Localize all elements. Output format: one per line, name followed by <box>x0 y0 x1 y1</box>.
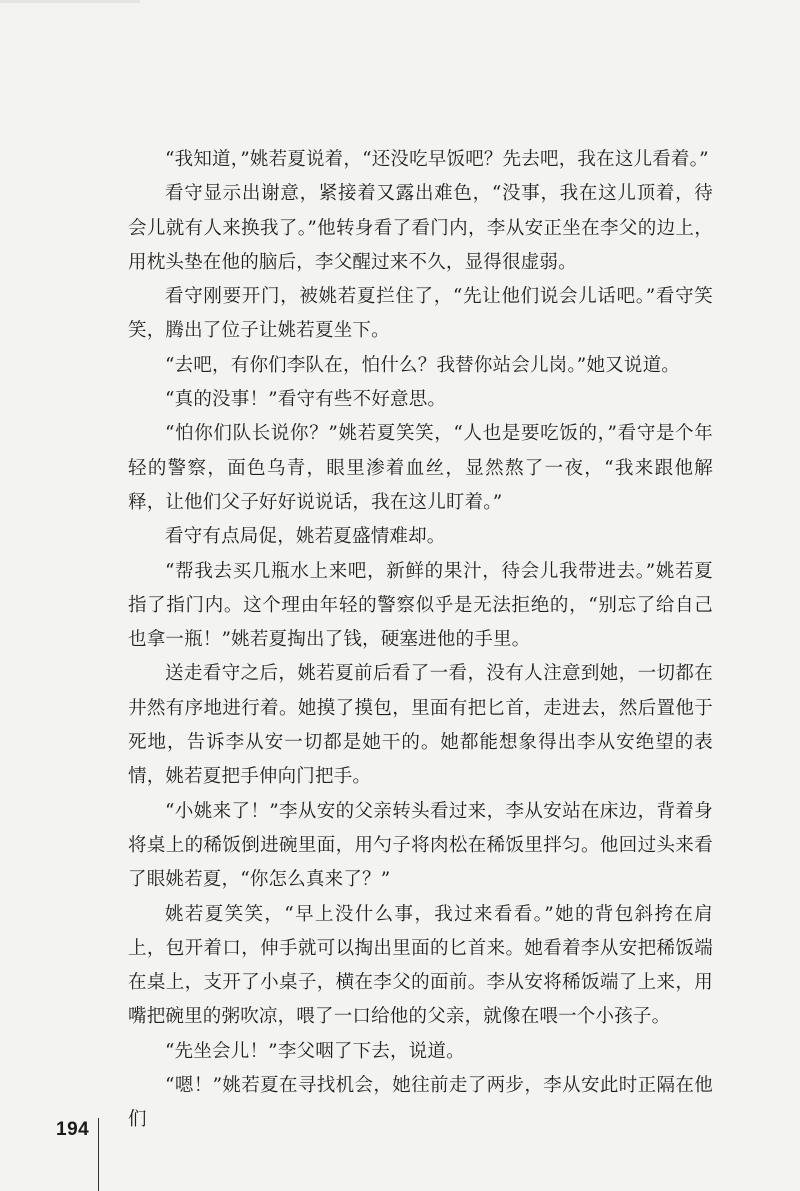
paragraph-3: 看守刚要开门，被姚若夏拦住了，“先让他们说会儿话吧。”看守笑笑，腾出了位子让姚若夏坐下。 <box>128 286 713 342</box>
paragraph-4: “去吧，有你们李队在，怕什么？我替你站会儿岗。”她又说道。 <box>165 354 680 376</box>
body-text <box>128 143 713 1138</box>
scan-edge <box>0 0 140 3</box>
paragraph-13: “嗯！”姚若夏在寻找机会，她往前走了两步，李从安此时正隔在他们 <box>128 1075 713 1131</box>
paragraph-7: 看守有点局促，姚若夏盛情难却。 <box>165 526 446 548</box>
paragraph-6: “怕你们队长说你？”姚若夏笑笑，“人也是要吃饭的，”看守是个年轻的警察，面色乌青，眼里渗着血丝，显然熬了一夜，“我来跟他解释，让他们父子好好说说话，我在这儿盯着。” <box>128 423 713 513</box>
paragraph-11: 姚若夏笑笑，“早上没什么事，我过来看看。”她的背包斜挎在肩上，包开着口，伸手就可以掏出里面的匕首来。她看着李从安把稀饭端在桌上，支开了小桌子，横在李父的面前。李从安将稀饭端了上来，用嘴把碗里的粥吹凉，喂了一口给他的父亲，就像在喂一个小孩子。 <box>128 903 713 1028</box>
page-number-divider <box>98 1118 99 1191</box>
paragraph-8: “帮我去买几瓶水上来吧，新鲜的果汁，待会儿我带进去。”姚若夏指了指门内。这个理由年轻的警察似乎是无法拒绝的，“别忘了给自己也拿一瓶！”姚若夏掏出了钱，硬塞进他的手里。 <box>128 560 713 651</box>
paragraph-2: 看守显示出谢意，紧接着又露出难色，“没事，我在这儿顶着，待会儿就有人来换我了。”他转身看了看门内，李从安正坐在李父的边上，用枕头垫在他的脑后，李父醒过来不久，显得很虚弱。 <box>128 183 713 273</box>
page-number: 194 <box>56 1119 90 1140</box>
paragraph-5: “真的没事！”看守有些不好意思。 <box>165 389 447 411</box>
paragraph-1: “我知道，”姚若夏说着，“还没吃早饭吧？先去吧，我在这儿看着。” <box>165 149 709 170</box>
paragraph-12: “先坐会儿！”李父咽了下去，说道。 <box>165 1040 465 1062</box>
paragraph-10: “小姚来了！”李从安的父亲转头看过来，李从安站在床边，背着身将桌上的稀饭倒进碗里面，用勺子将肉松在稀饭里拌匀。他回过头来看了眼姚若夏，“你怎么真来了？” <box>128 800 713 891</box>
paragraph-9: 送走看守之后，姚若夏前后看了一看，没有人注意到她，一切都在井然有序地进行着。她摸了摸包，里面有把匕首，走进去，然后置他于死地，告诉李从安一切都是她干的。她都能想象得出李从安绝望的表情，姚若夏把手伸向门把手。 <box>128 663 713 788</box>
